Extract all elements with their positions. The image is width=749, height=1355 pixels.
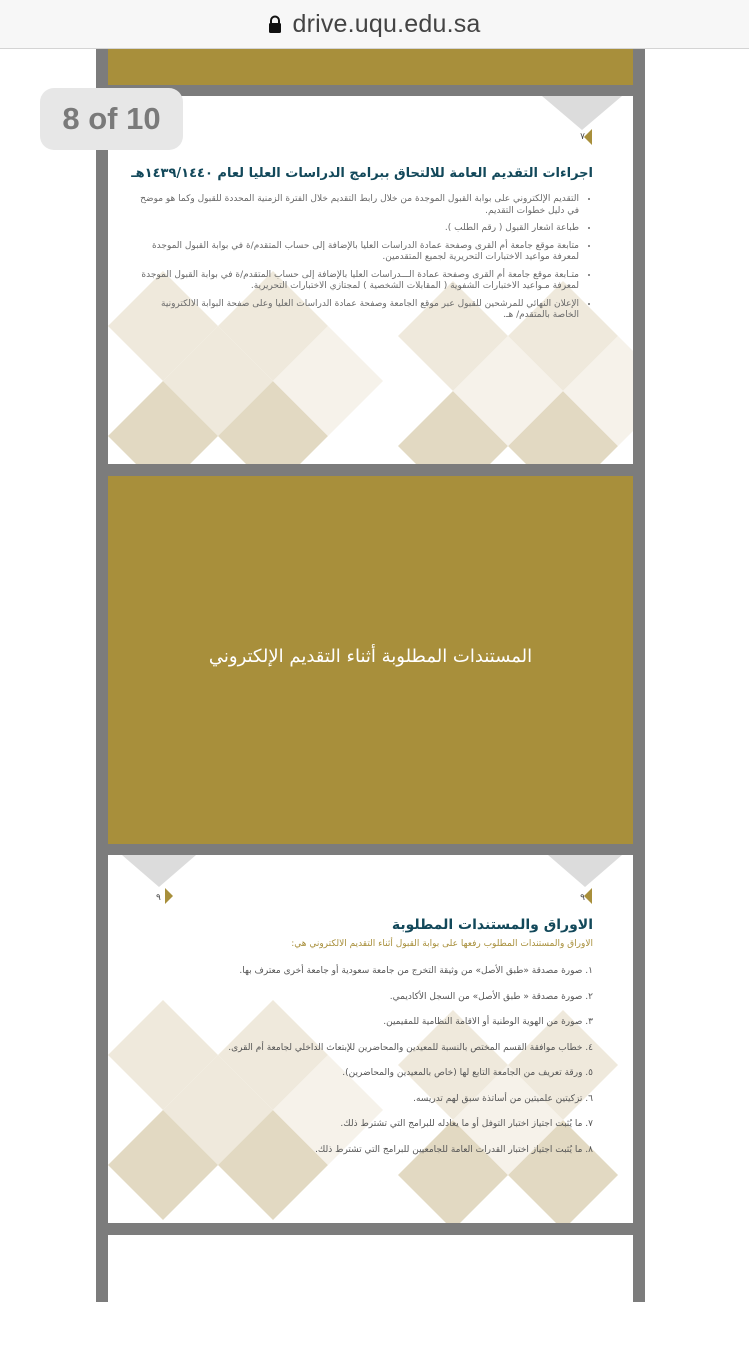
pdf-page-10 (108, 1235, 633, 1355)
list-item: ٢. صورة مصدقة « طبق الأصل» من السجل الأكاديمي. (389, 991, 593, 1002)
pdf-page-9 (108, 855, 633, 1223)
page-7-content (108, 96, 633, 464)
page-number: ٩ (580, 893, 585, 903)
list-item: • متـابعة موقع جامعة أم القرى وصفحة عمادة الـــدراسات العليا بالإضافة إلى حساب المتقدم/ة في بوابة القبول الموجدة لمعرفة مـواعيد الاختبارات الشفوية ( المقابلات الشخصية ) لمجتازي الاختبارات التحريرية. (139, 270, 579, 293)
list-item: • الإعلان النهائي للمرشحين للقبول عبر موقع الجامعة وصفحة عمادة الدراسات العليا وعلى صفحة البوابة الالكترونية الخاصة بالمتقدم/ هـ. (139, 299, 579, 322)
pdf-page-7 (108, 96, 633, 464)
list-item: ٣. صورة من الهوية الوطنية أو الاقامة النظامية للمقيمين. (383, 1017, 593, 1027)
list-item: ٧. ما يُثبت اجتياز اختبار التوفل أو ما يعادله للبرامج التي تشترط ذلك. (340, 1119, 593, 1129)
list-item: ١. صورة مصدقة «طبق الأصل» من وثيقة التخرج من جامعة سعودية أو جامعة أخرى معترف بها. (239, 966, 593, 976)
page-number: ٩ (156, 893, 161, 903)
page-subtitle: الاوراق والمستندات المطلوب رفعها على بوابة القبول أثناء التقديم الالكتروني هي: (291, 939, 593, 949)
gold-triangle-marker (584, 129, 592, 145)
gold-triangle-marker (165, 888, 173, 904)
list-item: • التقديم الإلكتروني على بوابة القبول الموجدة من خلال رابط التقديم خلال الفترة الزمنية المحددة للقبول وكما هو موضح في دليل خطوات التقديم. (139, 194, 579, 217)
address-bar[interactable] (0, 0, 749, 49)
url-text: drive.uqu.edu.sa (292, 9, 481, 38)
pdf-page-previous (108, 49, 633, 85)
lock-icon (268, 15, 282, 33)
pdf-page-8 (108, 476, 633, 844)
page-title: الاوراق والمستندات المطلوبة (391, 917, 593, 933)
list-item: ٤. خطاب موافقة القسم المختص بالنسبة للمعيدين والمحاضرين للإبتعاث الداخلي لجامعة أم القرى. (228, 1042, 593, 1053)
section-title: المستندات المطلوبة أثناء التقديم الإلكتروني (208, 646, 533, 667)
gold-triangle-marker (584, 888, 592, 904)
page-9-content (108, 855, 633, 1223)
list-item: ٨. ما يُثبت اجتياز اختبار القدرات العامة للجامعيين للبرامج التي تشترط ذلك. (315, 1144, 593, 1155)
page-title: اجراءات التقديم العامة للالتحاق ببرامج الدراسات العليا لعام ١٤٣٩/١٤٤٠هـ (131, 166, 593, 181)
documents-list (143, 965, 593, 1169)
list-item: ٥. ورقة تعريف من الجامعة التابع لها (خاص بالمعيدين والمحاضرين). (342, 1068, 593, 1078)
procedures-list (139, 194, 593, 328)
page-number: ٧ (580, 132, 585, 142)
list-item: • طباعة اشعار القبول ( رقم الطلب ). (139, 223, 579, 235)
page-indicator-badge: 8 of 10 (40, 88, 183, 150)
list-item: • متابعة موقع جامعة أم القرى وصفحة عمادة الدراسات العليا بالإضافة إلى حساب المتقدم/ة في بوابة القبول الموجدة لمعرفة مواعيد الاختبارات التحريرية لجميع المتقدمين. (139, 241, 579, 264)
list-item: ٦. تزكيتين علميتين من أساتذة سبق لهم تدريسه. (413, 1093, 593, 1104)
pdf-viewer[interactable] (96, 49, 645, 1302)
